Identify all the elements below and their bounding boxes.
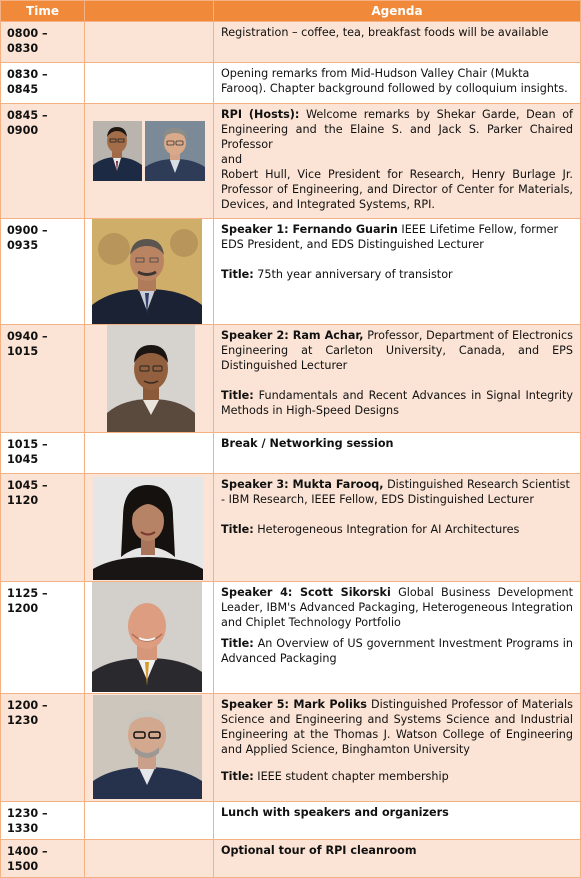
agenda-cell: [214, 63, 581, 104]
photo-cell: [85, 694, 214, 802]
host-label: RPI (Hosts):: [221, 108, 300, 121]
title-label: Title:: [221, 523, 254, 536]
photo-cell: [85, 802, 214, 840]
agenda-text: Opening remarks from Mid-Hudson Valley Chair (Mukta Farooq). Chapter background followed by colloquium insights.: [221, 67, 568, 95]
table-row: [1, 219, 581, 325]
table-row: [1, 22, 581, 63]
photo-cell: [85, 474, 214, 582]
photo-mark-poliks: [93, 695, 202, 799]
agenda-cell: [214, 219, 581, 325]
agenda-cell: [214, 22, 581, 63]
talk-title: Fundamentals and Recent Advances in Signal Integrity Methods in High-Speed Designs: [221, 389, 573, 417]
agenda-cell: [214, 325, 581, 433]
time-cell: 1230 – 1330: [1, 802, 85, 840]
header-row: [1, 1, 581, 22]
speaker-bio: Global Business Development Leader, IBM's Advanced Packaging, Heterogeneous Integration and Chiplet Technology Portfolio: [221, 586, 573, 629]
photo-cell: [85, 219, 214, 325]
table-row: [1, 474, 581, 582]
photo-robert-hull: [145, 121, 205, 181]
agenda-header: Agenda: [214, 1, 581, 22]
time-cell: 0830 – 0845: [1, 63, 85, 104]
time-cell: 1400 – 1500: [1, 840, 85, 878]
time-cell: 0900 – 0935: [1, 219, 85, 325]
title-label: Title:: [221, 637, 254, 650]
speaker-bio: Distinguished Professor of Materials Science and Engineering and Systems Science and Industrial Engineering at the Thomas J. Watson College of Engineering and Applied Science, Binghamton University: [221, 698, 573, 756]
table-row: [1, 433, 581, 474]
agenda-cell: [214, 802, 581, 840]
time-cell: 0800 – 0830: [1, 22, 85, 63]
agenda-text-2: Robert Hull, Vice President for Research, Henry Burlage Jr. Professor of Engineering, and Director of Center for Materials, Devices, and Integrated Systems, RPI.: [221, 168, 573, 211]
title-label: Title:: [221, 770, 254, 783]
agenda-cell: [214, 474, 581, 582]
table-row: [1, 802, 581, 840]
talk-title: An Overview of US government Investment Programs in Advanced Packaging: [221, 637, 573, 665]
speaker-name: Speaker 1: Fernando Guarin: [221, 223, 398, 236]
photo-cell: [85, 63, 214, 104]
photo-ram-achar: [107, 325, 195, 432]
photo-scott-sikorski: [92, 582, 202, 692]
agenda-cell: [214, 694, 581, 802]
break-label: Break / Networking session: [221, 437, 394, 450]
table-row: [1, 582, 581, 694]
spacer-header: [85, 1, 214, 22]
speaker-bio: Distinguished Research Scientist - IBM Research, IEEE Fellow, EDS Distinguished Lecturer: [221, 478, 570, 506]
time-cell: 1015 – 1045: [1, 433, 85, 474]
agenda-text: Welcome remarks by Shekar Garde, Dean of Engineering and the Elaine S. and Jack S. Parker Chaired Professor: [221, 108, 573, 151]
speaker-name: Speaker 3: Mukta Farooq,: [221, 478, 384, 491]
talk-title: IEEE student chapter membership: [253, 770, 449, 783]
speaker-name: Speaker 5: Mark Poliks: [221, 698, 367, 711]
photo-cell: [85, 325, 214, 433]
title-label: Title:: [221, 268, 254, 281]
talk-title: Heterogeneous Integration for AI Architectures: [253, 523, 520, 536]
photo-cell: [85, 104, 214, 219]
table-row: [1, 63, 581, 104]
photo-cell: [85, 840, 214, 878]
lunch-label: Lunch with speakers and organizers: [221, 806, 449, 819]
time-cell: 0940 – 1015: [1, 325, 85, 433]
agenda-cell: [214, 433, 581, 474]
time-cell: 1045 – 1120: [1, 474, 85, 582]
speaker-bio: IEEE Lifetime Fellow, former EDS President, and EDS Distinguished Lecturer: [221, 223, 559, 251]
time-cell: 1200 – 1230: [1, 694, 85, 802]
speaker-bio: Professor, Department of Electronics Engineering at Carleton University, Canada, and EPS Distinguished Lecturer: [221, 329, 573, 372]
table-row: [1, 325, 581, 433]
photo-fernando-guarin: [92, 219, 202, 324]
speaker-name: Speaker 2: Ram Achar,: [221, 329, 364, 342]
photo-cell: [85, 582, 214, 694]
time-header: Time: [1, 1, 85, 22]
title-label: Title:: [221, 389, 254, 402]
speaker-name: Speaker 4: Scott Sikorski: [221, 586, 391, 599]
agenda-cell: [214, 104, 581, 219]
agenda-cell: [214, 582, 581, 694]
photo-shekar-garde: [93, 121, 142, 181]
photo-cell: [85, 433, 214, 474]
talk-title: 75th year anniversary of transistor: [253, 268, 453, 281]
time-cell: 0845 – 0900: [1, 104, 85, 219]
time-cell: 1125 – 1200: [1, 582, 85, 694]
photo-mukta-farooq: [93, 477, 203, 580]
table-row: [1, 104, 581, 219]
agenda-cell: [214, 840, 581, 878]
table-row: [1, 694, 581, 802]
agenda-text: Registration – coffee, tea, breakfast foods will be available: [221, 26, 549, 39]
table-row: [1, 840, 581, 878]
agenda-and: and: [221, 153, 243, 166]
photo-cell: [85, 22, 214, 63]
tour-label: Optional tour of RPI cleanroom: [221, 844, 417, 857]
